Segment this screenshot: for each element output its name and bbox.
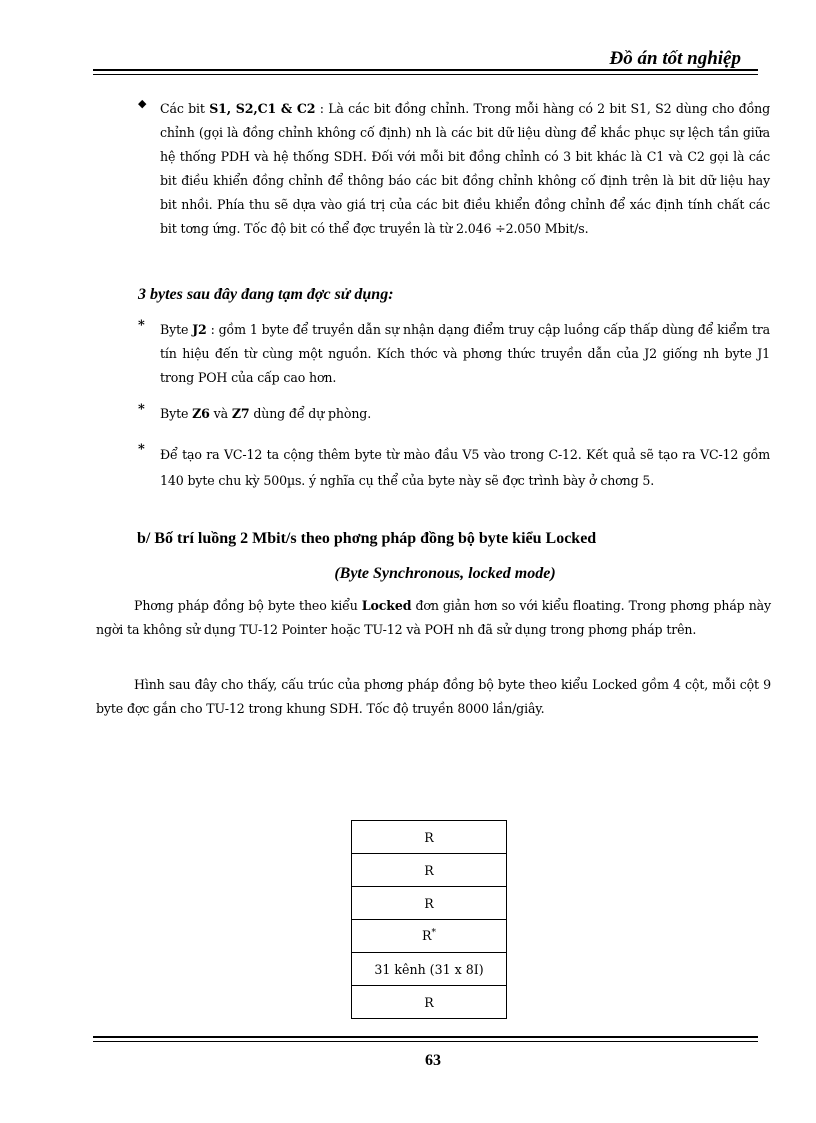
bullet-sync-bits: [138, 97, 770, 241]
table-row: [352, 821, 507, 854]
item-j2: [138, 318, 770, 390]
table-cell: R: [352, 854, 507, 887]
table-cell: R: [352, 887, 507, 920]
item-vc12: [138, 442, 770, 494]
item-vc12-text: Để tạo ra VC-12 ta cộng thêm byte từ mào đầu V5 vào trong C-12. Kết quả sẽ tạo ra VC-12 gồm 140 byte chu kỳ 500µs. ý nghĩa cụ thể của byte này sẽ đợc trình bày ở chơng 5.: [160, 447, 770, 488]
item-j2-text: Byte J2 : gồm 1 byte để truyền dẫn sự nhận dạng điểm truy cập luồng cấp thấp dùng để kiểm tra tín hiệu đến từ cùng một nguồn. Kích thớc và phơng thức truyền dẫn của J2 giống nh byte J1 trong POH của cấp cao hơn.: [160, 322, 770, 385]
table-cell: R: [352, 821, 507, 854]
table-cell: R: [352, 986, 507, 1019]
document-header-title: Đồ án tốt nghiệp: [609, 48, 741, 69]
table-row: [352, 953, 507, 986]
superscript-marker: *: [431, 928, 436, 939]
heading-byte-synchronous: (Byte Synchronous, locked mode): [334, 565, 556, 582]
footer-double-rule: [93, 1036, 758, 1042]
paragraph-locked-method: Phơng pháp đồng bộ byte theo kiểu Locked đơn giản hơn so với kiểu floating. Trong phơng pháp này ngời ta không sử dụng TU-12 Pointer hoặc TU-12 và POH nh đã sử dụng trong phơng pháp trên.: [96, 598, 771, 637]
paragraph-structure-description: Hình sau đây cho thấy, cấu trúc của phơng pháp đồng bộ byte theo kiểu Locked gồm 4 cột, mỗi cột 9 byte đợc gắn cho TU-12 trong khung SDH. Tốc độ truyền 8000 lần/giây.: [96, 677, 771, 716]
diamond-bullet-icon: ◆: [138, 97, 147, 110]
header-double-rule: [93, 69, 758, 75]
table-cell: 31 kênh (31 x 8I): [352, 953, 507, 986]
table-cell: R*: [352, 920, 507, 953]
asterisk-bullet-icon: *: [138, 318, 145, 333]
heading-2mbit-locked: b/ Bố trí luồng 2 Mbit/s theo phơng pháp đồng bộ byte kiểu Locked: [137, 530, 597, 547]
table-row: [352, 920, 507, 953]
item-z6-z7-text: Byte Z6 và Z7 dùng để dự phòng.: [160, 406, 372, 421]
table-row: [352, 854, 507, 887]
table-row: [352, 986, 507, 1019]
heading-three-bytes: 3 bytes sau đây đang tạm đợc sử dụng:: [138, 286, 394, 303]
locked-frame-structure-table: [351, 820, 507, 1019]
asterisk-bullet-icon: *: [138, 402, 145, 417]
asterisk-bullet-icon: *: [138, 442, 145, 457]
page-number: 63: [425, 1052, 441, 1069]
bullet-sync-bits-text: Các bit S1, S2,C1 & C2 : Là các bit đồng chỉnh. Trong mỗi hàng có 2 bit S1, S2 dùng cho đồng chỉnh (gọi là đồng chỉnh không cố định) nh là các bit dữ liệu dùng để khắc phục sự lệch tần giữa hệ thống PDH và hệ thống SDH. Đối với mỗi bit đồng chỉnh có 3 bit khác là C1 và C2 gọi là các bit điều khiển đồng chỉnh để thông báo các bit đồng chỉnh không cố định trên là bit dữ liệu hay bit nhồi. Phía thu sẽ dựa vào giá trị của các bit điều khiển đồng chỉnh để xác định tính chất các bit tơng ứng. Tốc độ bit có thể đợc truyền là từ 2.046 ÷2.050 Mbit/s.: [160, 101, 771, 236]
table-row: [352, 887, 507, 920]
item-z6-z7: [138, 402, 770, 426]
